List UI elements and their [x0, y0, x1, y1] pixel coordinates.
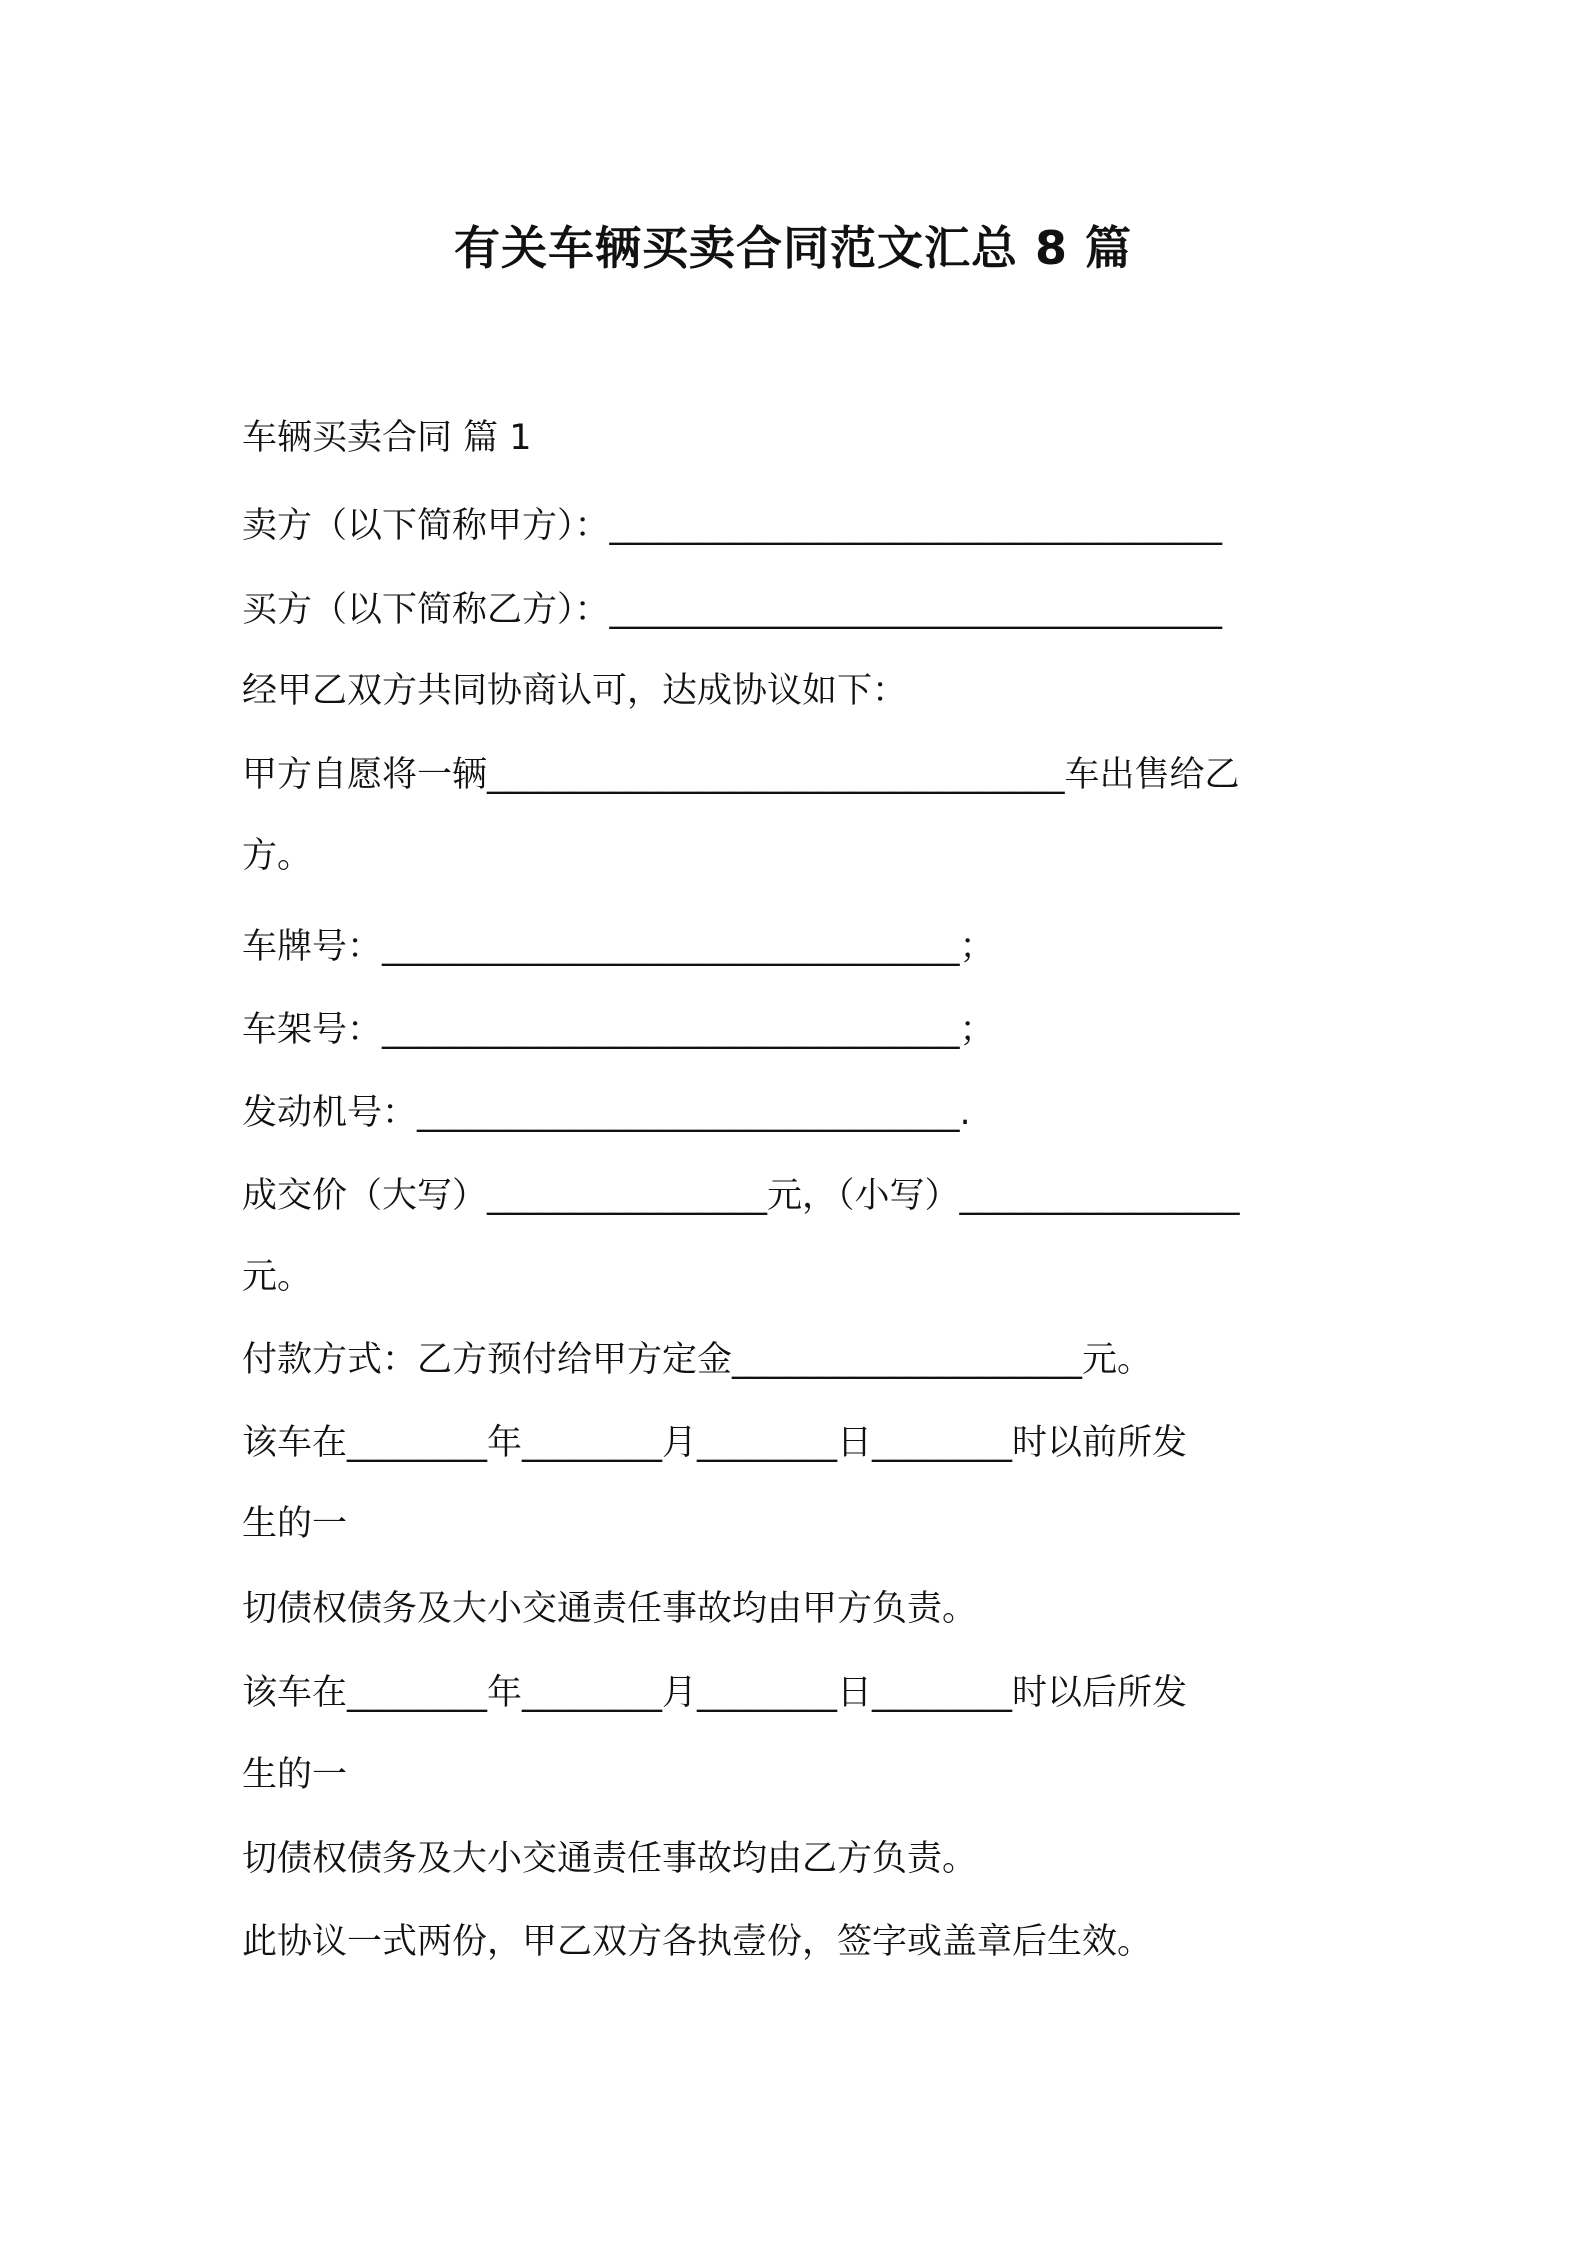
plate-number-line: 车牌号：_________________________________；: [242, 927, 995, 967]
copies-effect-line: 此协议一式两份，甲乙双方各执壹份，签字或盖章后生效。: [242, 1922, 1153, 1962]
buyer-line: 买方（以下简称乙方）：___________________________________: [242, 590, 1223, 630]
agreement-intro-line: 经甲乙双方共同协商认可，达成协议如下：: [242, 671, 908, 711]
payment-method-line: 付款方式：乙方预付给甲方定金____________________元。: [242, 1340, 1153, 1380]
liability-before-line-end: 切债权债务及大小交通责任事故均由甲方负责。: [242, 1589, 978, 1629]
liability-before-line-cont: 生的一: [242, 1504, 348, 1544]
price-line-cont: 元。: [242, 1257, 313, 1297]
vehicle-sale-line-cont: 方。: [242, 836, 313, 876]
vehicle-sale-line: 甲方自愿将一辆_________________________________车出售给乙: [242, 755, 1240, 795]
section-heading: 车辆买卖合同 篇 1: [242, 418, 532, 458]
document-title: 有关车辆买卖合同范文汇总 8 篇: [453, 221, 1133, 275]
liability-after-line: 该车在________年________月________日________时以后所发: [242, 1673, 1188, 1713]
liability-before-line: 该车在________年________月________日________时以前所发: [242, 1423, 1188, 1463]
price-line: 成交价（大写）________________元，（小写）________________: [242, 1176, 1240, 1216]
liability-after-line-cont: 生的一: [242, 1755, 348, 1795]
engine-number-line: 发动机号：_______________________________.: [242, 1093, 971, 1133]
frame-number-line: 车架号：_________________________________；: [242, 1010, 995, 1050]
seller-line: 卖方（以下简称甲方）：___________________________________: [242, 506, 1223, 546]
liability-after-line-end: 切债权债务及大小交通责任事故均由乙方负责。: [242, 1839, 978, 1879]
